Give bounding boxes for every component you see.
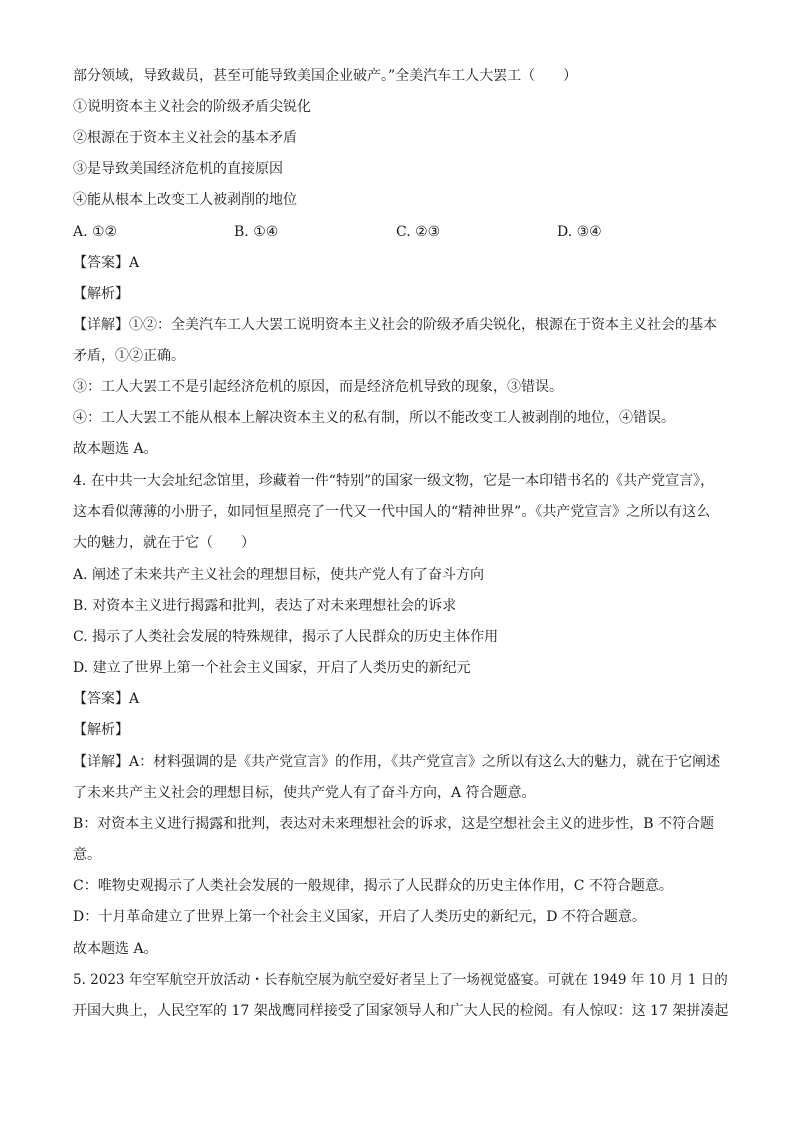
q4-analysis-label: 【解析】 bbox=[73, 722, 129, 738]
q4-stem-line-1: 4. 在中共一大会址纪念馆里，珍藏着一件“特别”的国家一级文物，它是一本印错书名的《共产党宣言》， bbox=[73, 473, 715, 489]
q4-option-b: B. 对资本主义进行揭露和批判，表达了对未来理想社会的诉求 bbox=[73, 598, 457, 614]
q3-detail-line-3: ③：工人大罢工不是引起经济危机的原因，而是经济危机导致的现象，③错误。 bbox=[73, 379, 563, 395]
q3-answer: 【答案】A bbox=[73, 255, 140, 271]
q3-detail-line-5: 故本题选 A。 bbox=[73, 441, 158, 457]
q3-item-3: ③是导致美国经济危机的直接原因 bbox=[73, 161, 283, 177]
q3-stem-tail: 部分领域，导致裁员，甚至可能导致美国企业破产。”全美汽车工人大罢工（ ） bbox=[73, 68, 578, 84]
q3-detail-line-2: 矛盾，①②正确。 bbox=[73, 348, 185, 364]
q4-stem-line-3: 大的魅力，就在于它（ ） bbox=[73, 535, 255, 551]
q3-item-2: ②根源在于资本主义社会的基本矛盾 bbox=[73, 130, 297, 146]
q4-detail-line-2: 了未来共产主义社会的理想目标，使共产党人有了奋斗方向，A 符合题意。 bbox=[73, 785, 536, 801]
q4-option-d: D. 建立了世界上第一个社会主义国家，开启了人类历史的新纪元 bbox=[73, 660, 471, 676]
q3-detail-line-1: 【详解】①②：全美汽车工人大罢工说明资本主义社会的阶级矛盾尖锐化，根源在于资本主义社会的基本 bbox=[73, 317, 717, 333]
q4-detail-line-5: C：唯物史观揭示了人类社会发展的一般规律，揭示了人民群众的历史主体作用，C 不符合题意。 bbox=[73, 878, 673, 894]
q4-stem-line-2: 这本看似薄薄的小册子，如同恒星照亮了一代又一代中国人的“精神世界”。《共产党宣言》之所以有这么 bbox=[73, 504, 711, 520]
q4-detail-line-6: D：十月革命建立了世界上第一个社会主义国家，开启了人类历史的新纪元，D 不符合题意。 bbox=[73, 909, 646, 925]
q5-stem-line-1: 5. 2023 年空军航空开放活动・长春航空展为航空爱好者呈上了一场视觉盛宴。可就在 1949 年 10 月 1 日的 bbox=[73, 972, 728, 988]
q4-detail-line-7: 故本题选 A。 bbox=[73, 941, 158, 957]
q4-option-a: A. 阐述了未来共产主义社会的理想目标，使共产党人有了奋斗方向 bbox=[73, 567, 485, 583]
q3-option-b: B. ①④ bbox=[234, 224, 279, 240]
q4-detail-line-4: 意。 bbox=[73, 847, 101, 863]
q4-answer: 【答案】A bbox=[73, 691, 140, 707]
q3-analysis-label: 【解析】 bbox=[73, 286, 129, 302]
q4-option-c: C. 揭示了人类社会发展的特殊规律，揭示了人民群众的历史主体作用 bbox=[73, 629, 499, 645]
q5-stem-line-2: 开国大典上，人民空军的 17 架战鹰同样接受了国家领导人和广大人民的检阅。有人惊叹：这 17 架拼凑起 bbox=[73, 1003, 729, 1019]
q3-option-c: C. ②③ bbox=[396, 224, 441, 240]
q3-item-1: ①说明资本主义社会的阶级矛盾尖锐化 bbox=[73, 99, 311, 115]
q3-option-d: D. ③④ bbox=[557, 224, 602, 240]
q3-detail-line-4: ④：工人大罢工不能从根本上解决资本主义的私有制，所以不能改变工人被剥削的地位，④错误。 bbox=[73, 410, 675, 426]
q3-item-4: ④能从根本上改变工人被剥削的地位 bbox=[73, 192, 297, 208]
q4-detail-line-3: B：对资本主义进行揭露和批判，表达对未来理想社会的诉求，这是空想社会主义的进步性，B 不符合题 bbox=[73, 816, 715, 832]
q3-option-a: A. ①② bbox=[73, 224, 118, 240]
q4-detail-line-1: 【详解】A：材料强调的是《共产党宣言》的作用，《共产党宣言》之所以有这么大的魅力，就在于它阐述 bbox=[73, 754, 721, 770]
